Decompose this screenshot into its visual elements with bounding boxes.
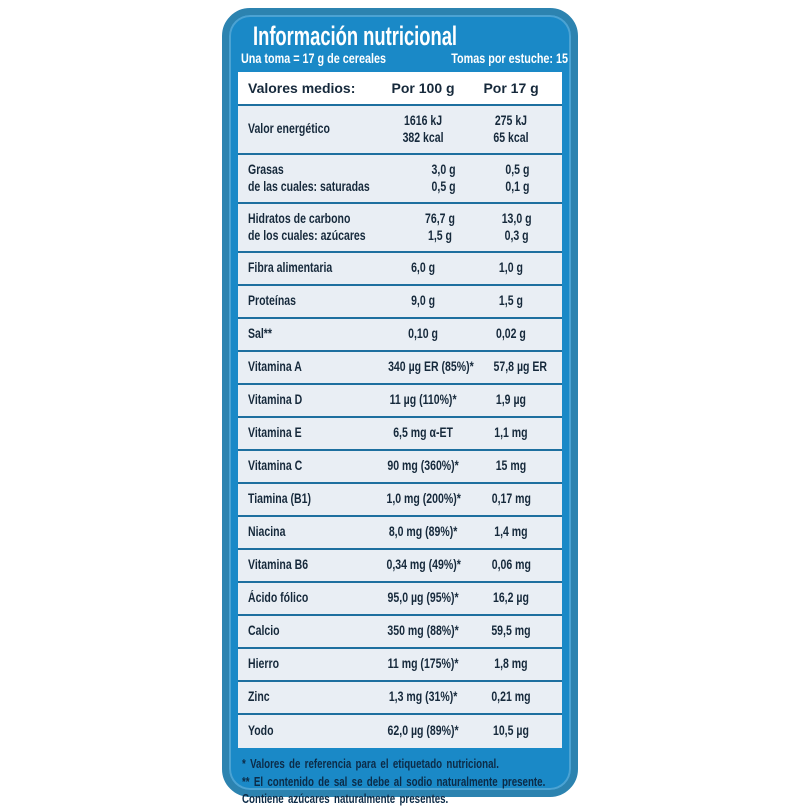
row-per17-value: [470, 524, 552, 541]
row-label: [248, 326, 376, 343]
cell-text: Valor energético: [248, 121, 330, 137]
row-label: [248, 557, 376, 574]
row-per100-value: [376, 113, 470, 147]
cell-text: 1,1 mg: [494, 425, 528, 441]
table-row: [238, 385, 562, 418]
table-header-row: [238, 72, 562, 106]
footnote-natural-sugars: Contiene azúcares naturalmente presentes.: [242, 792, 449, 806]
cell-text: 90 mg (360%)*: [387, 458, 459, 474]
column-header-values-text: Valores medios:: [248, 80, 356, 97]
table-row: [238, 418, 562, 451]
row-per17-value: [470, 623, 552, 640]
column-header-values: [248, 80, 376, 98]
cell-text: Zinc: [248, 689, 270, 705]
cell-text: 59,5 mg: [491, 623, 531, 639]
row-label: [248, 121, 376, 138]
nutrition-rows: [238, 106, 562, 748]
row-label: [248, 656, 376, 673]
cell-text: 0,3 g: [504, 227, 529, 243]
cell-text: 1,5 g: [427, 227, 452, 243]
row-per17-value: [483, 162, 552, 196]
cell-text: 10,5 µg: [493, 723, 530, 739]
table-row: [238, 550, 562, 583]
cell-text: 65 kcal: [493, 129, 529, 145]
row-per100-value: [376, 524, 470, 541]
cell-text: 1,9 µg: [496, 392, 527, 408]
column-header-per100-text: Por 100 g: [391, 80, 455, 97]
row-per100-value: [376, 458, 470, 475]
cell-text: 57,8 µg ER: [493, 359, 547, 375]
cell-text: de los cuales: azúcares: [248, 227, 366, 243]
table-row: [238, 715, 562, 748]
cell-text: 0,5 g: [431, 178, 456, 194]
row-per100-value: [376, 326, 470, 343]
nutrition-table-panel: [238, 72, 562, 748]
row-per17-value: [471, 557, 552, 574]
row-per100-value: [376, 590, 470, 607]
table-row: [238, 286, 562, 319]
cell-text: 0,02 g: [496, 326, 526, 342]
cell-text: Ácido fólico: [248, 590, 309, 606]
row-label: [248, 425, 376, 442]
table-row: [238, 517, 562, 550]
row-per100-value: [376, 392, 470, 409]
row-per17-value: [470, 113, 552, 147]
nutrition-label-card: [222, 8, 578, 806]
column-header-per17: [470, 80, 552, 98]
cell-text: 16,2 µg: [493, 590, 530, 606]
footnotes: [242, 756, 558, 809]
row-per100-value: [376, 293, 470, 310]
cell-text: Sal**: [248, 326, 273, 342]
cell-text: Vitamina C: [248, 458, 303, 474]
cell-text: 0,10 g: [408, 326, 438, 342]
row-per100-value: [404, 162, 483, 196]
cell-text: 1,0 g: [499, 260, 524, 276]
row-per17-value: [470, 260, 552, 277]
cell-text: Tiamina (B1): [248, 491, 312, 507]
cell-text: 350 mg (88%)*: [387, 623, 459, 639]
cell-text: 1,8 mg: [494, 656, 528, 672]
cell-text: 0,17 mg: [492, 491, 532, 507]
row-per100-value: [376, 491, 471, 508]
row-per17-value: [470, 458, 552, 475]
row-per17-value: [470, 293, 552, 310]
cell-text: 1,5 g: [499, 293, 524, 309]
row-label: [248, 359, 376, 376]
cell-text: Vitamina E: [248, 425, 302, 441]
row-per17-value: [471, 491, 552, 508]
cell-text: 15 mg: [495, 458, 527, 474]
table-row: [238, 451, 562, 484]
table-row: [238, 106, 562, 155]
cell-text: Vitamina B6: [248, 557, 309, 573]
footnote-reference-values: * Valores de referencia para el etiquetado nutricional.: [242, 757, 499, 771]
cell-text: 11 mg (175%)*: [387, 656, 459, 672]
row-per100-value: [376, 260, 470, 277]
row-per100-value: [399, 211, 481, 245]
row-label: [248, 162, 404, 196]
row-per100-value: [376, 557, 471, 574]
cell-text: 13,0 g: [501, 210, 532, 226]
row-per17-value: [470, 723, 552, 740]
row-label: [248, 623, 376, 640]
cell-text: 8,0 mg (89%)*: [388, 524, 458, 540]
column-header-per17-text: Por 17 g: [483, 80, 539, 97]
cell-text: Vitamina D: [248, 392, 303, 408]
table-row: [238, 253, 562, 286]
row-per17-value: [470, 425, 552, 442]
cell-text: Calcio: [248, 623, 280, 639]
cell-text: 6,0 g: [411, 260, 436, 276]
cell-text: Niacina: [248, 524, 286, 540]
row-label: [248, 524, 376, 541]
table-row: [238, 583, 562, 616]
cell-text: 0,34 mg (49%)*: [386, 557, 461, 573]
table-row: [238, 352, 562, 385]
row-per17-value: [481, 211, 552, 245]
cell-text: de las cuales: saturadas: [248, 178, 370, 194]
table-row: [238, 484, 562, 517]
cell-text: Yodo: [248, 723, 274, 739]
row-label: [248, 689, 376, 706]
table-row: [238, 155, 562, 204]
cell-text: Hidratos de carbono: [248, 210, 351, 226]
cell-text: 0,06 mg: [492, 557, 532, 573]
row-label: [248, 590, 376, 607]
table-row: [238, 649, 562, 682]
table-row: [238, 682, 562, 715]
cell-text: 9,0 g: [411, 293, 436, 309]
row-per100-value: [376, 359, 486, 376]
row-label: [248, 491, 376, 508]
row-label: [248, 392, 376, 409]
cell-text: Vitamina A: [248, 359, 302, 375]
row-per100-value: [376, 425, 470, 442]
cell-text: 0,5 g: [505, 161, 530, 177]
cell-text: 95,0 µg (95%)*: [387, 590, 459, 606]
cell-text: Grasas: [248, 161, 284, 177]
cell-text: 11 µg (110%)*: [389, 392, 457, 408]
cell-text: 382 kcal: [402, 129, 444, 145]
table-row: [238, 319, 562, 352]
row-per100-value: [376, 623, 470, 640]
cell-text: 62,0 µg (89%)*: [387, 723, 459, 739]
cell-text: 0,1 g: [505, 178, 530, 194]
footnote-salt-sodium: ** El contenido de sal se debe al sodio naturalmente presente.: [242, 774, 546, 789]
row-per17-value: [470, 656, 552, 673]
cell-text: 0,21 mg: [491, 689, 531, 705]
label-title: Información nutricional: [253, 21, 458, 51]
row-label: [248, 260, 376, 277]
row-per17-value: [470, 590, 552, 607]
cell-text: 1,4 mg: [494, 524, 528, 540]
row-label: [248, 293, 376, 310]
cell-text: 76,7 g: [424, 210, 455, 226]
cell-text: 1616 kJ: [404, 112, 443, 128]
cell-text: 3,0 g: [431, 161, 456, 177]
row-label: [248, 723, 376, 740]
cell-text: 1,0 mg (200%)*: [386, 491, 461, 507]
row-per17-value: [470, 392, 552, 409]
row-label: [248, 211, 399, 245]
cell-text: 6,5 mg α-ET: [393, 425, 453, 441]
cell-text: Fibra alimentaria: [248, 260, 333, 276]
row-per17-value: [470, 689, 552, 706]
cell-text: 340 µg ER (85%)*: [388, 359, 474, 375]
cell-text: Proteínas: [248, 293, 296, 309]
row-per17-value: [486, 359, 555, 376]
cell-text: Hierro: [248, 656, 280, 672]
cell-text: 275 kJ: [494, 112, 528, 128]
servings-per-pack-note: Tomas por estuche: 15: [451, 51, 569, 66]
table-row: [238, 204, 562, 253]
serving-info-row: [241, 51, 569, 66]
cell-text: 1,3 mg (31%)*: [388, 689, 458, 705]
column-header-per100: [376, 80, 470, 98]
table-row: [238, 616, 562, 649]
row-per17-value: [470, 326, 552, 343]
row-per100-value: [376, 689, 470, 706]
row-per100-value: [376, 656, 470, 673]
row-per100-value: [376, 723, 470, 740]
row-label: [248, 458, 376, 475]
serving-size-note: Una toma = 17 g de cereales: [241, 51, 386, 66]
